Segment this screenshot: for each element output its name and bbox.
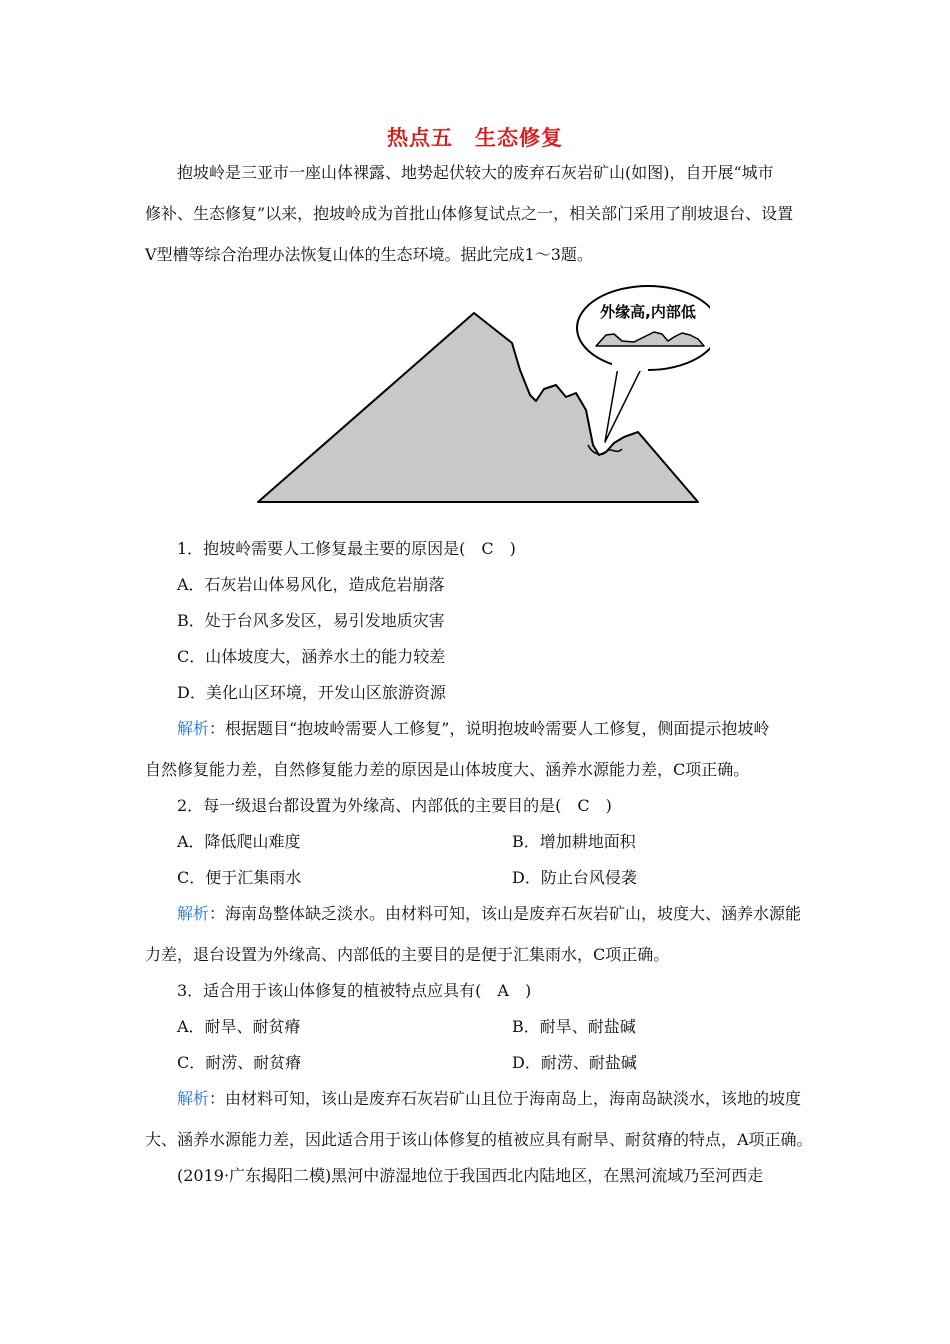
question-3-option-a: A．耐旱、耐贫瘠: [177, 1017, 301, 1036]
question-2-option-c: C．便于汇集雨水: [177, 868, 302, 887]
question-3-analysis-line-1: 解析：由材料可知，该山是废弃石灰岩矿山且位于海南岛上，海南岛缺淡水，该地的坡度: [177, 1089, 802, 1108]
callout-text: 外缘高,内部低: [600, 303, 696, 321]
question-3-stem: 3．适合用于该山体修复的植被特点应具有( A ): [177, 981, 532, 1000]
question-2-stem: 2．每一级退台都设置为外缘高、内部低的主要目的是( C ): [177, 796, 612, 815]
question-2-option-b: B．增加耕地面积: [512, 832, 636, 851]
question-2-analysis-line-1: 解析：海南岛整体缺乏淡水。由材料可知，该山是废弃石灰岩矿山，坡度大、涵养水源能: [177, 904, 802, 923]
page-title: 热点五 生态修复: [387, 126, 563, 150]
question-1-analysis-line-2: 自然修复能力差，自然修复能力差的原因是山体坡度大、涵养水源能力差，C项正确。: [145, 760, 750, 779]
question-3-analysis-line-2: 大、涵养水源能力差，因此适合用于该山体修复的植被应具有耐旱、耐贫瘠的特点，A项正确。: [145, 1130, 813, 1149]
question-1-stem: 1．抱坡岭需要人工修复最主要的原因是( C ): [177, 539, 516, 558]
callout-terrace-profile: [596, 332, 704, 346]
callout-pointer: [605, 367, 642, 442]
analysis-label: 解析: [177, 719, 210, 738]
analysis-label: 解析: [177, 904, 210, 923]
question-3-option-b: B．耐旱、耐盐碱: [512, 1017, 636, 1036]
intro-line-2: 修补、生态修复”以来，抱坡岭成为首批山体修复试点之一，相关部门采用了削坡退台、设置: [145, 204, 794, 223]
question-2-option-a: A．降低爬山难度: [177, 832, 301, 851]
question-2-analysis-line-2: 力差，退台设置为外缘高、内部低的主要目的是便于汇集雨水，C项正确。: [145, 945, 670, 964]
callout-bubble: [577, 286, 710, 370]
analysis-label: 解析: [177, 1089, 210, 1108]
question-1-option-d: D．美化山区环境，开发山区旅游资源: [177, 683, 446, 702]
next-section-intro: (2019·广东揭阳二模)黑河中游湿地位于我国西北内陆地区，在黑河流域乃至河西走: [177, 1166, 764, 1185]
intro-line-3: V型槽等综合治理办法恢复山体的生态环境。据此完成1～3题。: [145, 245, 593, 264]
question-2-option-d: D．防止台风侵袭: [512, 868, 637, 887]
intro-line-1: 抱坡岭是三亚市一座山体裸露、地势起伏较大的废弃石灰岩矿山(如图)，自开展“城市: [177, 163, 774, 182]
mountain-figure: [250, 285, 710, 510]
question-1-analysis-line-1: 解析：根据题目“抱坡岭需要人工修复”，说明抱坡岭需要人工修复，侧面提示抱坡岭: [177, 719, 770, 738]
question-3-option-d: D．耐涝、耐盐碱: [512, 1053, 637, 1072]
question-1-option-a: A．石灰岩山体易风化，造成危岩崩落: [177, 575, 445, 594]
question-3-option-c: C．耐涝、耐贫瘠: [177, 1053, 302, 1072]
question-1-option-b: B．处于台风多发区，易引发地质灾害: [177, 611, 445, 630]
question-1-option-c: C．山体坡度大，涵养水土的能力较差: [177, 647, 446, 666]
